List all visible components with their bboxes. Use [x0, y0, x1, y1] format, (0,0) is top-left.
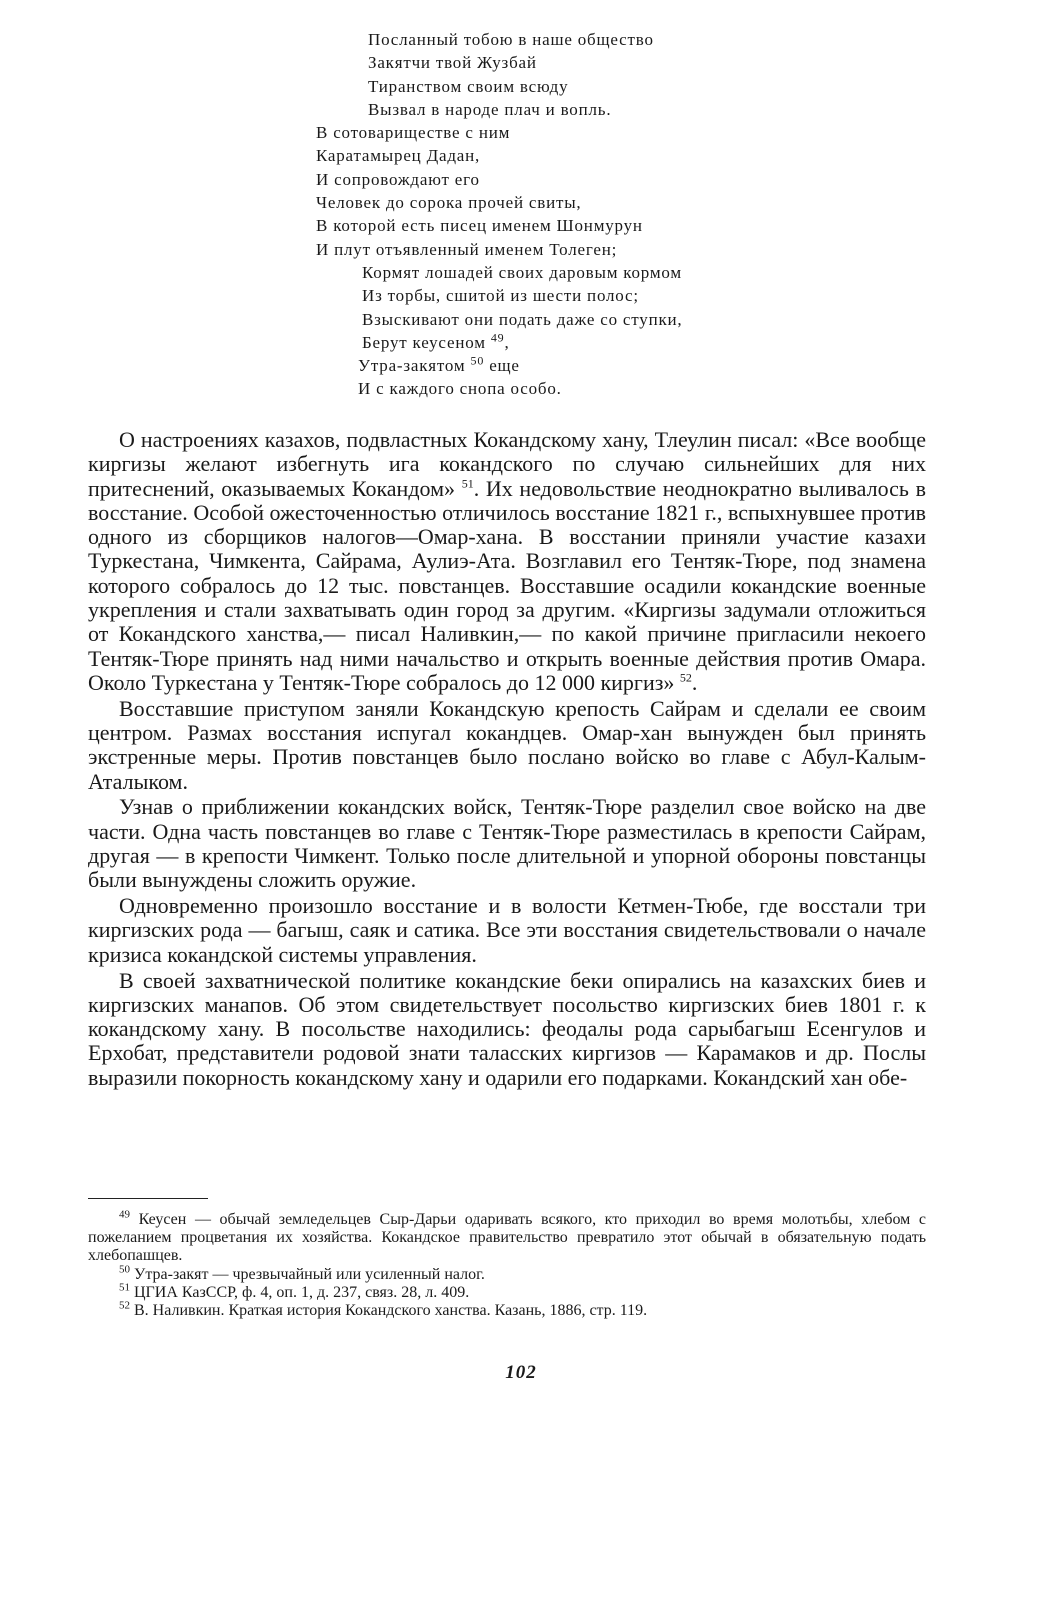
- footnote-number: 50: [119, 1263, 130, 1276]
- poem-line: [316, 75, 836, 98]
- poem-line: [316, 284, 836, 307]
- footnote-text: Кеусен — обычай земледельцев Сыр-Дарьи одаривать всякого, кто приходил во время молотьбы, хлебом с пожеланием процветания их хозяйства. Кокандское правительство превратило этот обычай в обязательную подать хлебопашцев.: [88, 1211, 927, 1265]
- paragraph-text: . Их недовольствие неоднократно выливалось в восстание. Особой ожесточенностью отличилось восстание 1821 г., вспыхнувшее против одного из сборщиков налогов—Омар-хана. В восстании приняли участие казахи Туркестана, Чимкента, Сайрама, Аулиэ-Ата. Возглавил его Тентяк-Тюре, под знамена которого собралось до 12 тыс. повстанцев. Восставшие осадили кокандские военные укрепления и стали захватывать один город за другим. «Киргизы задумали отложиться от Кокандского ханства,— писал Наливкин,— по какой причине пригласили некоего Тентяк-Тюре принять над ними начальство и открыть военные действия против Омара. Около Туркестана у Тентяк-Тюре собралось до 12 000 киргиз»: [88, 475, 926, 695]
- poem-line-text: Из торбы, сшитой из шести полос;: [362, 286, 639, 306]
- poem-block: [316, 28, 836, 401]
- poem-line: [316, 191, 836, 214]
- footnote: [88, 1299, 926, 1320]
- poem-line-text: Закятчи твой Жузбай: [368, 53, 537, 73]
- poem-line-text: Взыскивают они подать даже со ступки,: [362, 309, 683, 329]
- paragraph-text: О настроениях казахов, подвластных Кокандскому хану, Тлеулин писал: «Все вообще киргизы желают избегнуть ига кокандского по случаю сильнейших для них притеснений, оказываемых Кокандом»: [88, 427, 926, 501]
- poem-line-text: Человек до сорока прочей свиты,: [316, 193, 582, 213]
- poem-line: [316, 168, 836, 191]
- footnote-ref: 49: [490, 330, 505, 345]
- poem-line-text: В сотовариществе с ним: [316, 123, 511, 143]
- paragraph-text: В своей захватнической политике кокандские беки опирались на казахских биев и киргизских манапов. Об этом свидетельствует посольство киргизских биев 1801 г. к кокандскому хану. В посольстве находились: феодалы рода сарыбагыш Есенгулов и Ерхобат, представители родовой знати таласских киргизов — Карамаков и др. Послы выразили покорность кокандскому хану и одарили его подарками. Кокандский хан обе-: [88, 967, 926, 1090]
- footnote-number: 51: [119, 1281, 130, 1294]
- paragraph: [88, 894, 926, 967]
- poem-line: [316, 261, 836, 284]
- poem-line: [316, 238, 836, 261]
- poem-line-tail: еще: [484, 356, 520, 376]
- poem-line-text: И сопровождают его: [316, 169, 480, 189]
- footnote-text: Утра-закят — чрезвычайный или усиленный налог.: [134, 1265, 485, 1283]
- poem-line: [316, 98, 836, 121]
- poem-line: [316, 331, 836, 354]
- footnote-ref: 52: [679, 670, 692, 685]
- paragraph: [88, 428, 926, 695]
- poem-line-text: Вызвал в народе плач и вопль.: [368, 99, 612, 119]
- footnote-number: 49: [119, 1208, 130, 1221]
- poem-line: [316, 51, 836, 74]
- footnote-text: В. Наливкин. Краткая история Кокандского ханства. Казань, 1886, стр. 119.: [134, 1302, 648, 1320]
- footnote-ref: 50: [470, 353, 485, 368]
- page-number: 102: [505, 1362, 537, 1383]
- poem-line-text: Каратамырец Дадан,: [316, 146, 481, 166]
- paragraph: [88, 969, 926, 1090]
- paragraph-text: Узнав о приближении кокандских войск, Тентяк-Тюре разделил свое войско на две части. Одна часть повстанцев во главе с Тентяк-Тюре разместилась в крепости Сайрам, другая — в крепости Чимкент. Только после длительной и упорной обороны повстанцы были вынуждены сложить оружие.: [88, 794, 926, 893]
- poem-line-text: Посланный тобою в наше общество: [368, 30, 654, 49]
- paragraph-text: Одновременно произошло восстание и в волости Кетмен-Тюбе, где восстали три киргизских рода — багыш, саяк и сатика. Все эти восстания свидетельствовали о начале кризиса кокандской системы управления.: [88, 893, 926, 967]
- poem-line: [316, 28, 836, 51]
- paragraph: [88, 795, 926, 892]
- poem-line-text: Кормят лошадей своих даровым кормом: [362, 262, 682, 282]
- poem-line-text: Берут кеусеном: [362, 332, 486, 352]
- poem-line: [316, 354, 836, 377]
- footnote-separator: [88, 1198, 208, 1199]
- poem-line-text: Тиранством своим всюду: [368, 76, 569, 96]
- footnotes: [88, 1208, 927, 1320]
- footnote-text: ЦГИА КазССР, ф. 4, оп. 1, д. 237, связ. 28, л. 409.: [134, 1283, 470, 1301]
- footnote-number: 52: [119, 1299, 130, 1312]
- poem-line-text: В которой есть писец именем Шонмурун: [316, 216, 643, 236]
- footnote: [88, 1281, 926, 1302]
- footnote: [88, 1208, 927, 1266]
- poem-line: [316, 377, 836, 400]
- paragraph: [88, 697, 926, 794]
- main-text: [88, 428, 926, 1092]
- poem-line: [316, 308, 836, 331]
- poem-line-tail: ,: [504, 332, 510, 352]
- paragraph-text: .: [691, 669, 698, 695]
- paragraph-text: Восставшие приступом заняли Кокандскую крепость Сайрам и сделали ее своим центром. Размах восстания испугал кокандцев. Омар-хан вынужден был принять экстренные меры. Против повстанцев было послано войско во главе с Абул-Калым-Аталыком.: [88, 695, 926, 794]
- footnote: [88, 1263, 926, 1284]
- poem-line-text: И плут отъявленный именем Толеген;: [316, 239, 618, 259]
- poem-line: [316, 121, 836, 144]
- poem-line-text: Утра-закятом: [358, 356, 466, 376]
- poem-line: [316, 214, 836, 237]
- poem-line-text: И с каждого снопа особо.: [358, 379, 562, 399]
- poem-line: [316, 144, 836, 167]
- footnote-ref: 51: [461, 476, 474, 491]
